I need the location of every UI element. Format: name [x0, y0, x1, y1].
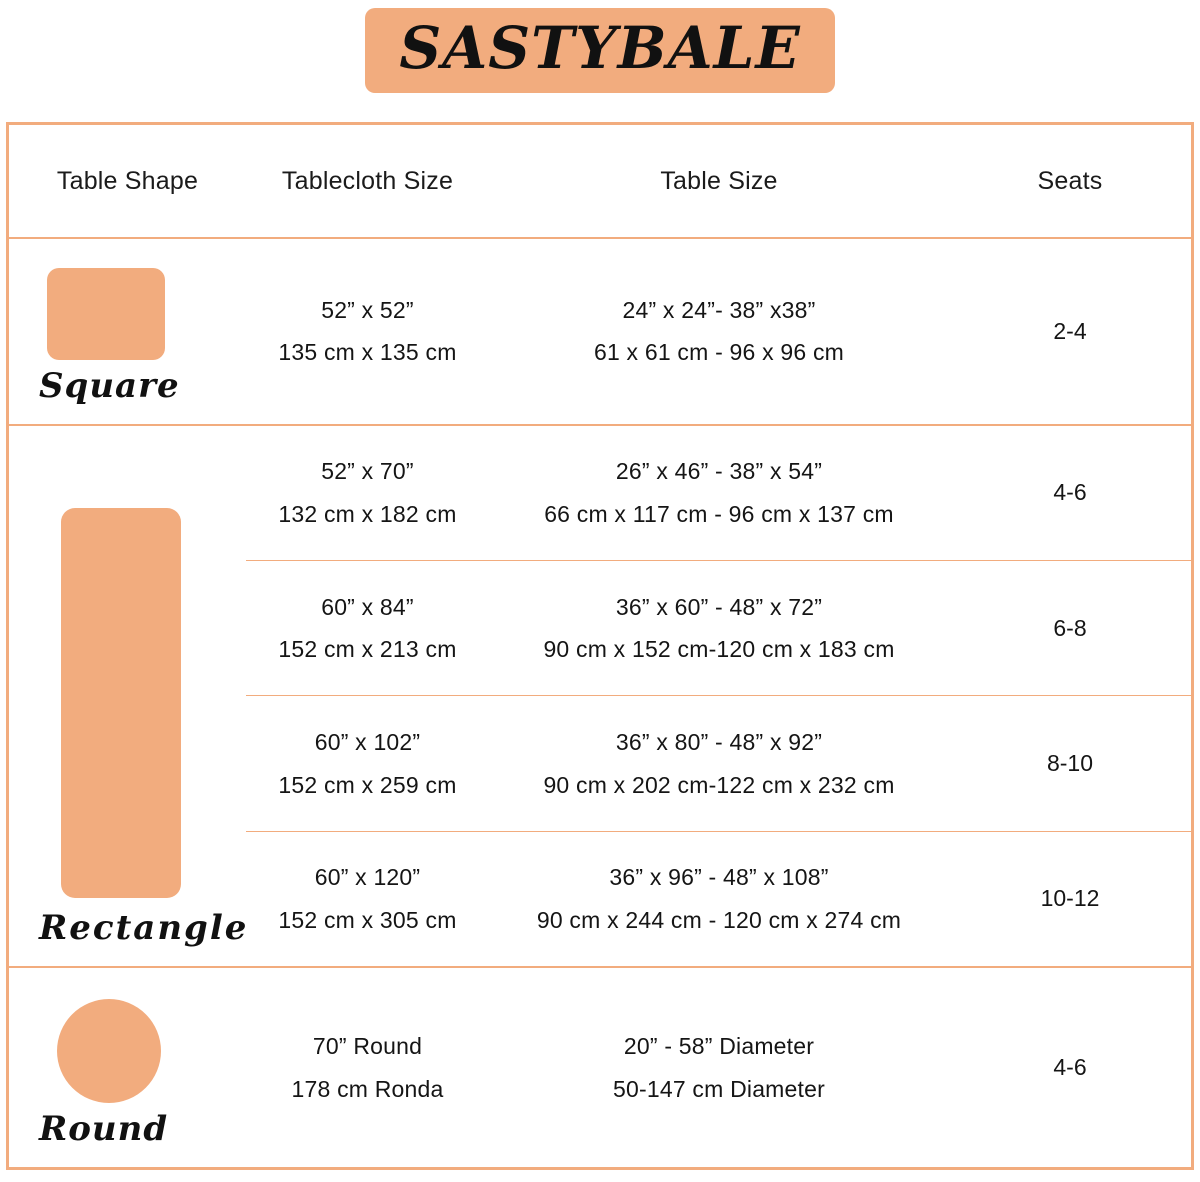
brand-header	[0, 0, 1200, 118]
table-cm: 90 cm x 202 cm-122 cm x 232 cm	[543, 771, 895, 798]
square-swatch-icon	[47, 268, 165, 360]
cell-table-size	[489, 696, 949, 831]
column-header-seats: Seats	[949, 125, 1191, 238]
cell-seats: 2-4	[1053, 317, 1087, 344]
cell-table-size	[489, 238, 949, 425]
shape-label-square: Square	[39, 365, 180, 406]
table-cm: 90 cm x 244 cm - 120 cm x 274 cm	[536, 906, 902, 933]
tablecloth-cm: 152 cm x 213 cm	[278, 636, 457, 663]
table-inches: 24” x 24”- 38” x38”	[622, 296, 816, 323]
table-header-row	[9, 125, 1191, 238]
table-inches: 36” x 80” - 48” x 92”	[615, 729, 823, 756]
tablecloth-inches: 52” x 52”	[321, 296, 414, 323]
table-row	[9, 425, 1191, 561]
column-header-table-size: Table Size	[489, 125, 949, 238]
cell-tablecloth-size	[246, 425, 489, 561]
cell-seats: 4-6	[949, 425, 1191, 561]
table-inches: 20” - 58” Diameter	[623, 1033, 815, 1060]
table-inches: 36” x 60” - 48” x 72”	[615, 593, 823, 620]
shape-label-rectangle: Rectangle	[39, 908, 249, 949]
cell-table-size	[489, 425, 949, 561]
tablecloth-cm: 178 cm Ronda	[291, 1075, 444, 1102]
table-inches: 36” x 96” - 48” x 108”	[609, 864, 829, 891]
tablecloth-cm: 152 cm x 259 cm	[278, 771, 457, 798]
table-body	[9, 238, 1191, 1167]
column-header-table-shape: Table Shape	[9, 125, 246, 238]
column-header-tablecloth-size: Tablecloth Size	[246, 125, 489, 238]
table-inches: 26” x 46” - 38” x 54”	[615, 458, 823, 485]
size-chart-table	[9, 125, 1191, 1167]
cell-tablecloth-size	[246, 561, 489, 696]
rectangle-swatch-icon	[61, 508, 181, 898]
brand-name: SASTYBALE	[399, 14, 801, 82]
cell-tablecloth-size	[246, 967, 489, 1167]
tablecloth-cm: 152 cm x 305 cm	[278, 906, 457, 933]
table-header	[9, 125, 1191, 238]
shape-label-round: Round	[39, 1109, 169, 1149]
table-cm: 61 x 61 cm - 96 x 96 cm	[593, 339, 845, 366]
tablecloth-cm: 135 cm x 135 cm	[278, 339, 457, 366]
shape-cell-round	[9, 967, 246, 1167]
shape-cell-square	[9, 238, 246, 425]
table-cm: 50-147 cm Diameter	[613, 1075, 825, 1102]
cell-tablecloth-size	[246, 696, 489, 831]
cell-table-size	[489, 831, 949, 966]
brand-logo-box	[365, 8, 834, 93]
round-swatch-icon	[57, 999, 161, 1103]
cell-seats: 6-8	[949, 561, 1191, 696]
cell-table-size	[489, 561, 949, 696]
table-row	[9, 967, 1191, 1167]
tablecloth-inches: 60” x 120”	[314, 864, 421, 891]
cell-seats: 4-6	[949, 967, 1191, 1167]
table-row	[9, 238, 1191, 425]
cell-table-size	[489, 967, 949, 1167]
tablecloth-cm: 132 cm x 182 cm	[278, 500, 457, 527]
size-chart-frame	[6, 122, 1194, 1170]
cell-tablecloth-size	[246, 831, 489, 966]
cell-seats: 8-10	[949, 696, 1191, 831]
cell-tablecloth-size	[246, 238, 489, 425]
cell-seats: 10-12	[949, 831, 1191, 966]
tablecloth-inches: 60” x 84”	[321, 593, 414, 620]
tablecloth-inches: 52” x 70”	[321, 458, 414, 485]
table-cm: 90 cm x 152 cm-120 cm x 183 cm	[543, 636, 895, 663]
tablecloth-inches: 60” x 102”	[314, 729, 421, 756]
tablecloth-inches: 70” Round	[312, 1033, 423, 1060]
shape-cell-rectangle	[9, 425, 249, 968]
table-cm: 66 cm x 117 cm - 96 cm x 137 cm	[544, 500, 894, 527]
